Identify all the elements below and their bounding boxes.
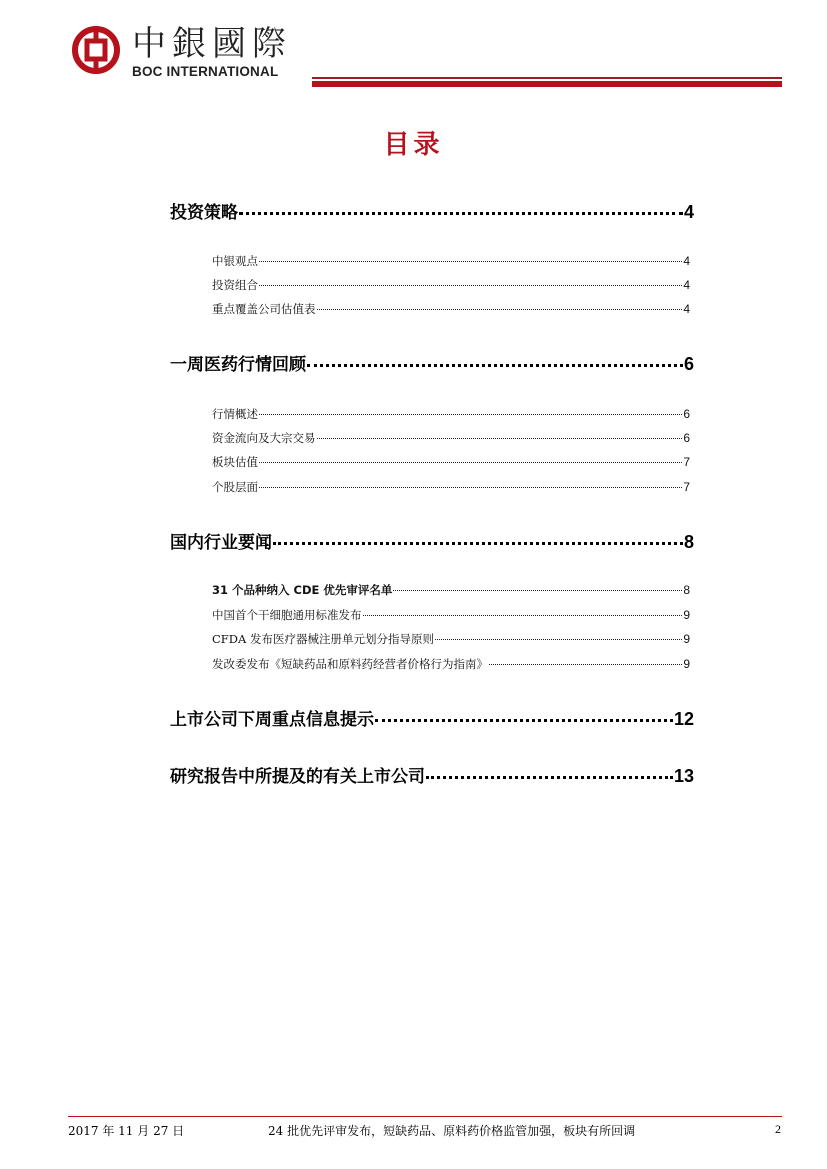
toc-subsection-entry[interactable] [212,582,690,598]
toc-entry-label: 中国首个干细胞通用标准发布 [212,608,362,622]
toc-entry-page: 4 [683,254,690,268]
toc-entry-label: 投资组合 [212,278,258,292]
toc-entry-page: 6 [683,407,690,421]
header-rule-thin [312,77,782,79]
toc-dot-leader [259,284,682,286]
toc-entry-page: 9 [683,632,690,646]
toc-dot-leader [363,614,683,616]
toc-entry-label: 发改委发布《短缺药品和原料药经营者价格行为指南》 [212,657,488,671]
toc-entry-label: 板块估值 [212,455,258,469]
toc-dot-leader [317,308,683,310]
toc-subsection-entry[interactable] [212,656,690,672]
toc-entry-label: 重点覆盖公司估值表 [212,302,316,316]
toc-subsection-entry[interactable] [212,454,690,470]
toc-section-entry[interactable] [170,762,694,787]
toc-entry-label: 投资策略 [170,203,238,223]
toc-dot-leader [273,541,683,545]
toc-entry-page: 4 [683,302,690,316]
toc-entry-label: 个股层面 [212,480,258,494]
toc-subsection-entry[interactable] [212,301,690,317]
footer-date: 2017 年 11 月 27 日 [68,1124,185,1138]
toc-entry-label: 研究报告中所提及的有关上市公司 [170,767,425,787]
toc-entry-page: 6 [683,431,690,445]
toc-entry-page: 6 [683,354,694,374]
toc-dot-leader [317,437,683,439]
toc-entry-label: CFDA 发布医疗器械注册单元划分指导原则 [212,632,434,646]
toc-subsection-entry[interactable] [212,406,690,422]
toc-dot-leader [259,260,682,262]
toc-entry-page: 8 [683,532,694,552]
toc-entry-page: 8 [683,583,690,597]
toc-dot-leader [259,413,682,415]
toc-dot-leader [435,638,682,640]
toc-entry-page: 9 [683,657,690,671]
footer-page-number: 2 [775,1122,781,1136]
toc-entry-page: 9 [683,608,690,622]
toc-section-entry[interactable] [170,198,694,223]
boc-logo [72,22,312,82]
toc-dot-leader [259,461,682,463]
toc-dot-leader [393,589,682,591]
toc-section-entry[interactable] [170,528,694,553]
toc-entry-label: 31 个品种纳入 CDE 优先审评名单 [212,583,393,597]
toc-subsection-entry[interactable] [212,607,690,623]
toc-entry-label: 行情概述 [212,407,258,421]
header-rule-thick [312,81,782,87]
logo-english-name: BOC INTERNATIONAL [132,64,279,79]
footer-report-title: 24 批优先评审发布，短缺药品、原料药价格监管加强，板块有所回调 [268,1124,636,1138]
toc-entry-page: 12 [673,709,694,729]
logo-chinese-name: 中銀國際 [132,24,292,64]
toc-entry-label: 中银观点 [212,254,258,268]
toc-dot-leader [375,718,673,722]
toc-subsection-entry[interactable] [212,631,690,647]
toc-entry-label: 一周医药行情回顾 [170,355,306,375]
toc-section-entry[interactable] [170,350,694,375]
toc-subsection-entry[interactable] [212,253,690,269]
toc-subsection-entry[interactable] [212,430,690,446]
toc-section-entry[interactable] [170,705,694,730]
toc-entry-label: 资金流向及大宗交易 [212,431,316,445]
toc-dot-leader [426,775,673,779]
toc-dot-leader [307,363,683,367]
toc-entry-page: 7 [683,455,690,469]
toc-entry-label: 上市公司下周重点信息提示 [170,710,374,730]
toc-entry-page: 7 [683,480,690,494]
toc-dot-leader [239,211,683,215]
toc-subsection-entry[interactable] [212,277,690,293]
toc-title: 目录 [383,130,444,160]
toc-subsection-entry[interactable] [212,479,690,495]
toc-entry-page: 4 [683,278,690,292]
toc-dot-leader [259,486,682,488]
boc-logo-icon [72,26,120,74]
toc-entry-label: 国内行业要闻 [170,533,272,553]
toc-entry-page: 4 [683,202,694,222]
footer-rule [68,1116,782,1117]
toc-entry-page: 13 [673,766,694,786]
toc-dot-leader [489,663,682,665]
